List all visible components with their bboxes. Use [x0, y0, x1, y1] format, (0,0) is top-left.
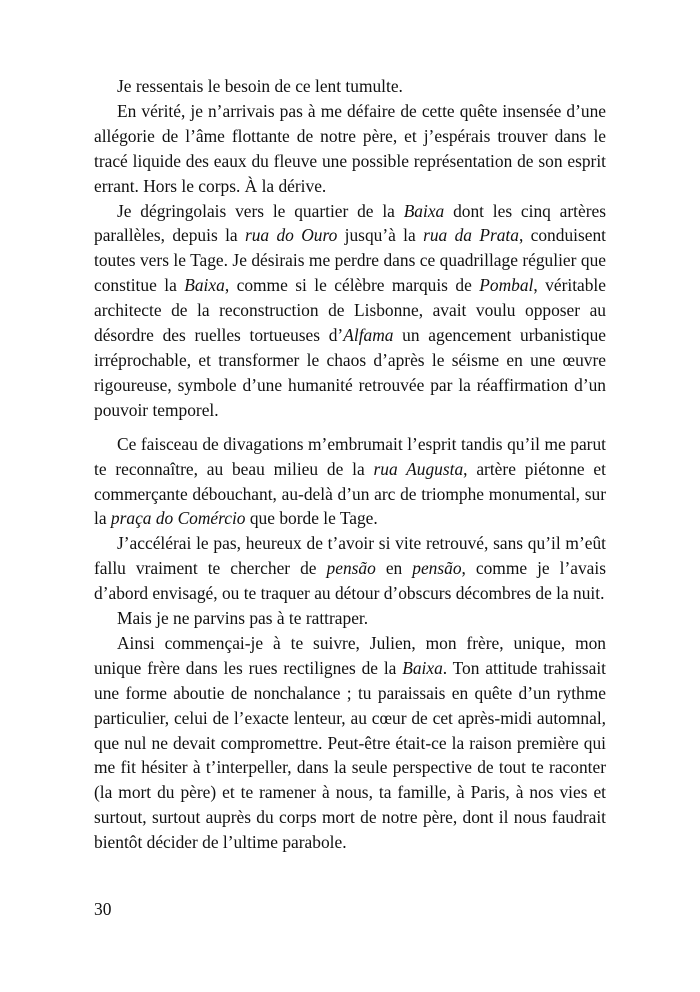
text-run: en: [375, 558, 413, 579]
text-run: un agencement urbanistique irréprochable, et transformer le chaos d’après le séisme en une œuvre rigoureuse, symbole d’une humanité retrouvée par la réaffirmation d’un pouvoir temporel.: [94, 325, 606, 420]
italic-term: rua da Prata: [423, 225, 519, 246]
italic-term: pensão: [412, 558, 462, 579]
text-run: dont les cinq artères parallèles, depuis la: [94, 200, 607, 246]
paragraph: [94, 99, 606, 199]
text-run: Ce faisceau de divagations m’embrumait l’esprit tandis qu’il me parut te reconnaître, au beau milieu de la: [94, 433, 606, 479]
text-run: Je dégringolais vers le quartier de la: [117, 200, 404, 221]
text-run: . Ton attitude trahissait une forme aboutie de nonchalance ; tu paraissais en quête d’un rythme particulier, celui de l’exacte lenteur, au cœur de cet après-midi automnal, que nul ne devait compromettre. Peut-être était-ce la raison première qui me fit hésiter à t’interpeller, dans la seule perspective de tout te raconter (la mort du père) et te ramener à nous, ta famille, à Paris, à nos vies et surtout, surtout auprès du corps mort de notre père, dont il nous faudrait bientôt décider de l’ultime parabole.: [94, 657, 606, 853]
paragraph: [94, 74, 606, 99]
text-run: , conduisent toutes vers le Tage. Je désirais me perdre dans ce quadrillage régulier que constitue la: [94, 225, 606, 296]
text-run: , véritable architecte de la reconstruction de Lisbonne, avait voulu opposer au désordre des ruelles tortueuses d’: [94, 275, 606, 346]
italic-term: praça do Comércio: [110, 508, 246, 529]
text-run: Mais je ne parvins pas à te rattraper.: [117, 608, 369, 629]
italic-term: pensão: [326, 558, 376, 579]
italic-term: Baixa: [403, 200, 445, 221]
italic-term: Pombal: [479, 275, 534, 296]
text-run: , comme si le célèbre marquis de: [224, 275, 480, 296]
text-run: Ainsi commençai-je à te suivre, Julien, mon frère, unique, mon unique frère dans les rues rectilignes de la: [94, 632, 606, 678]
text-run: En vérité, je n’arrivais pas à me défaire de cette quête insensée d’une allégorie de l’âme flottante de notre père, et j’espérais trouver dans le tracé liquide des eaux du fleuve une possible représentation de son esprit errant. Hors le corps. À la dérive.: [94, 100, 606, 196]
italic-term: Baixa: [402, 657, 443, 678]
text-run: , comme je l’avais d’abord envisagé, ou te traquer au détour d’obscurs décombres de la nuit.: [94, 558, 606, 604]
italic-term: Alfama: [343, 325, 394, 346]
paragraph: [94, 631, 606, 855]
text-run: jusqu’à la: [337, 225, 424, 246]
body-text: [94, 74, 606, 855]
page-number: 30: [94, 899, 112, 919]
text-run: J’accélérai le pas, heureux de t’avoir si vite retrouvé, sans qu’il m’eût fallu vraiment te chercher de: [94, 533, 606, 579]
text-run: , artère piétonne et commerçante débouchant, au-delà d’un arc de triomphe monumental, sur la: [94, 458, 606, 529]
text-run: Je ressentais le besoin de ce lent tumulte.: [117, 76, 403, 96]
italic-term: rua do Ouro: [244, 225, 338, 246]
paragraph: [94, 432, 606, 532]
italic-term: Baixa: [184, 275, 225, 296]
text-run: que borde le Tage.: [245, 508, 378, 529]
paragraph: [94, 531, 606, 606]
paragraph: [94, 199, 606, 423]
italic-term: rua Augusta: [373, 458, 464, 479]
paragraph: [94, 606, 606, 631]
